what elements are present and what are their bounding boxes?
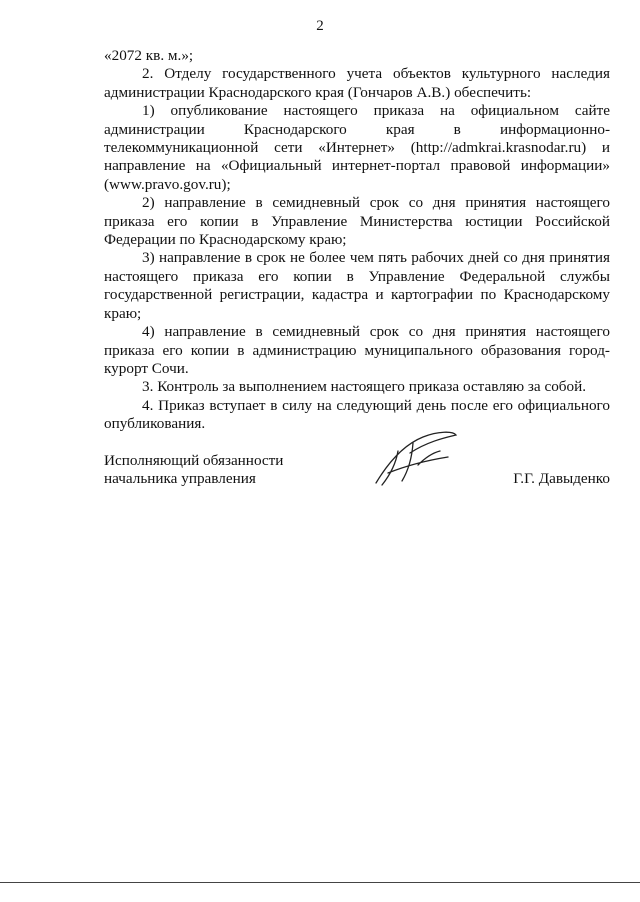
paragraph-subitem-4: 4) направление в семидневный срок со дня принятия настоящего приказа его копии в администрацию муниципального образования город-курорт Сочи. — [104, 323, 610, 377]
paragraph-item-3: 3. Контроль за выполнением настоящего приказа оставляю за собой. — [142, 378, 587, 396]
paragraph-item-4: 4. Приказ вступает в силу на следующий день после его официального опубликования. — [104, 396, 610, 433]
paragraph-subitem-1: 1) опубликование настоящего приказа на официальном сайте администрации Краснодарского края в информационно-телекоммуникационной сети «Интернет» (http://admkrai.krasnodar.ru) и направление на «Официальный интернет-портал правовой информации» (www.pravo.gov.ru); — [104, 102, 610, 193]
paragraph-area-continuation: «2072 кв. м.»; — [104, 47, 194, 64]
paragraph-subitem-2: 2) направление в семидневный срок со дня принятия настоящего приказа его копии в Управление Министерства юстиции Российской Федерации по Краснодарскому краю; — [104, 194, 610, 249]
signatory-position-line1: Исполняющий обязанности — [104, 452, 284, 469]
paragraph-subitem-3: 3) направление в срок не более чем пять рабочих дней со дня принятия настоящего приказа его копии в Управление Федеральной службы государственной регистрации, кадастра и картографии по Краснодарскому краю; — [104, 249, 610, 322]
bottom-divider — [0, 882, 640, 883]
paragraph-item-2: 2. Отделу государственного учета объектов культурного наследия администрации Краснодарского края (Гончаров А.В.) обеспечить: — [104, 65, 610, 101]
handwritten-signature — [368, 423, 468, 493]
signatory-position — [104, 452, 283, 489]
page-number: 2 — [316, 18, 324, 34]
signatory-name: Г.Г. Давыденко — [513, 470, 610, 487]
document-body — [104, 47, 610, 434]
signatory-position-line2: начальника управления — [104, 470, 256, 488]
